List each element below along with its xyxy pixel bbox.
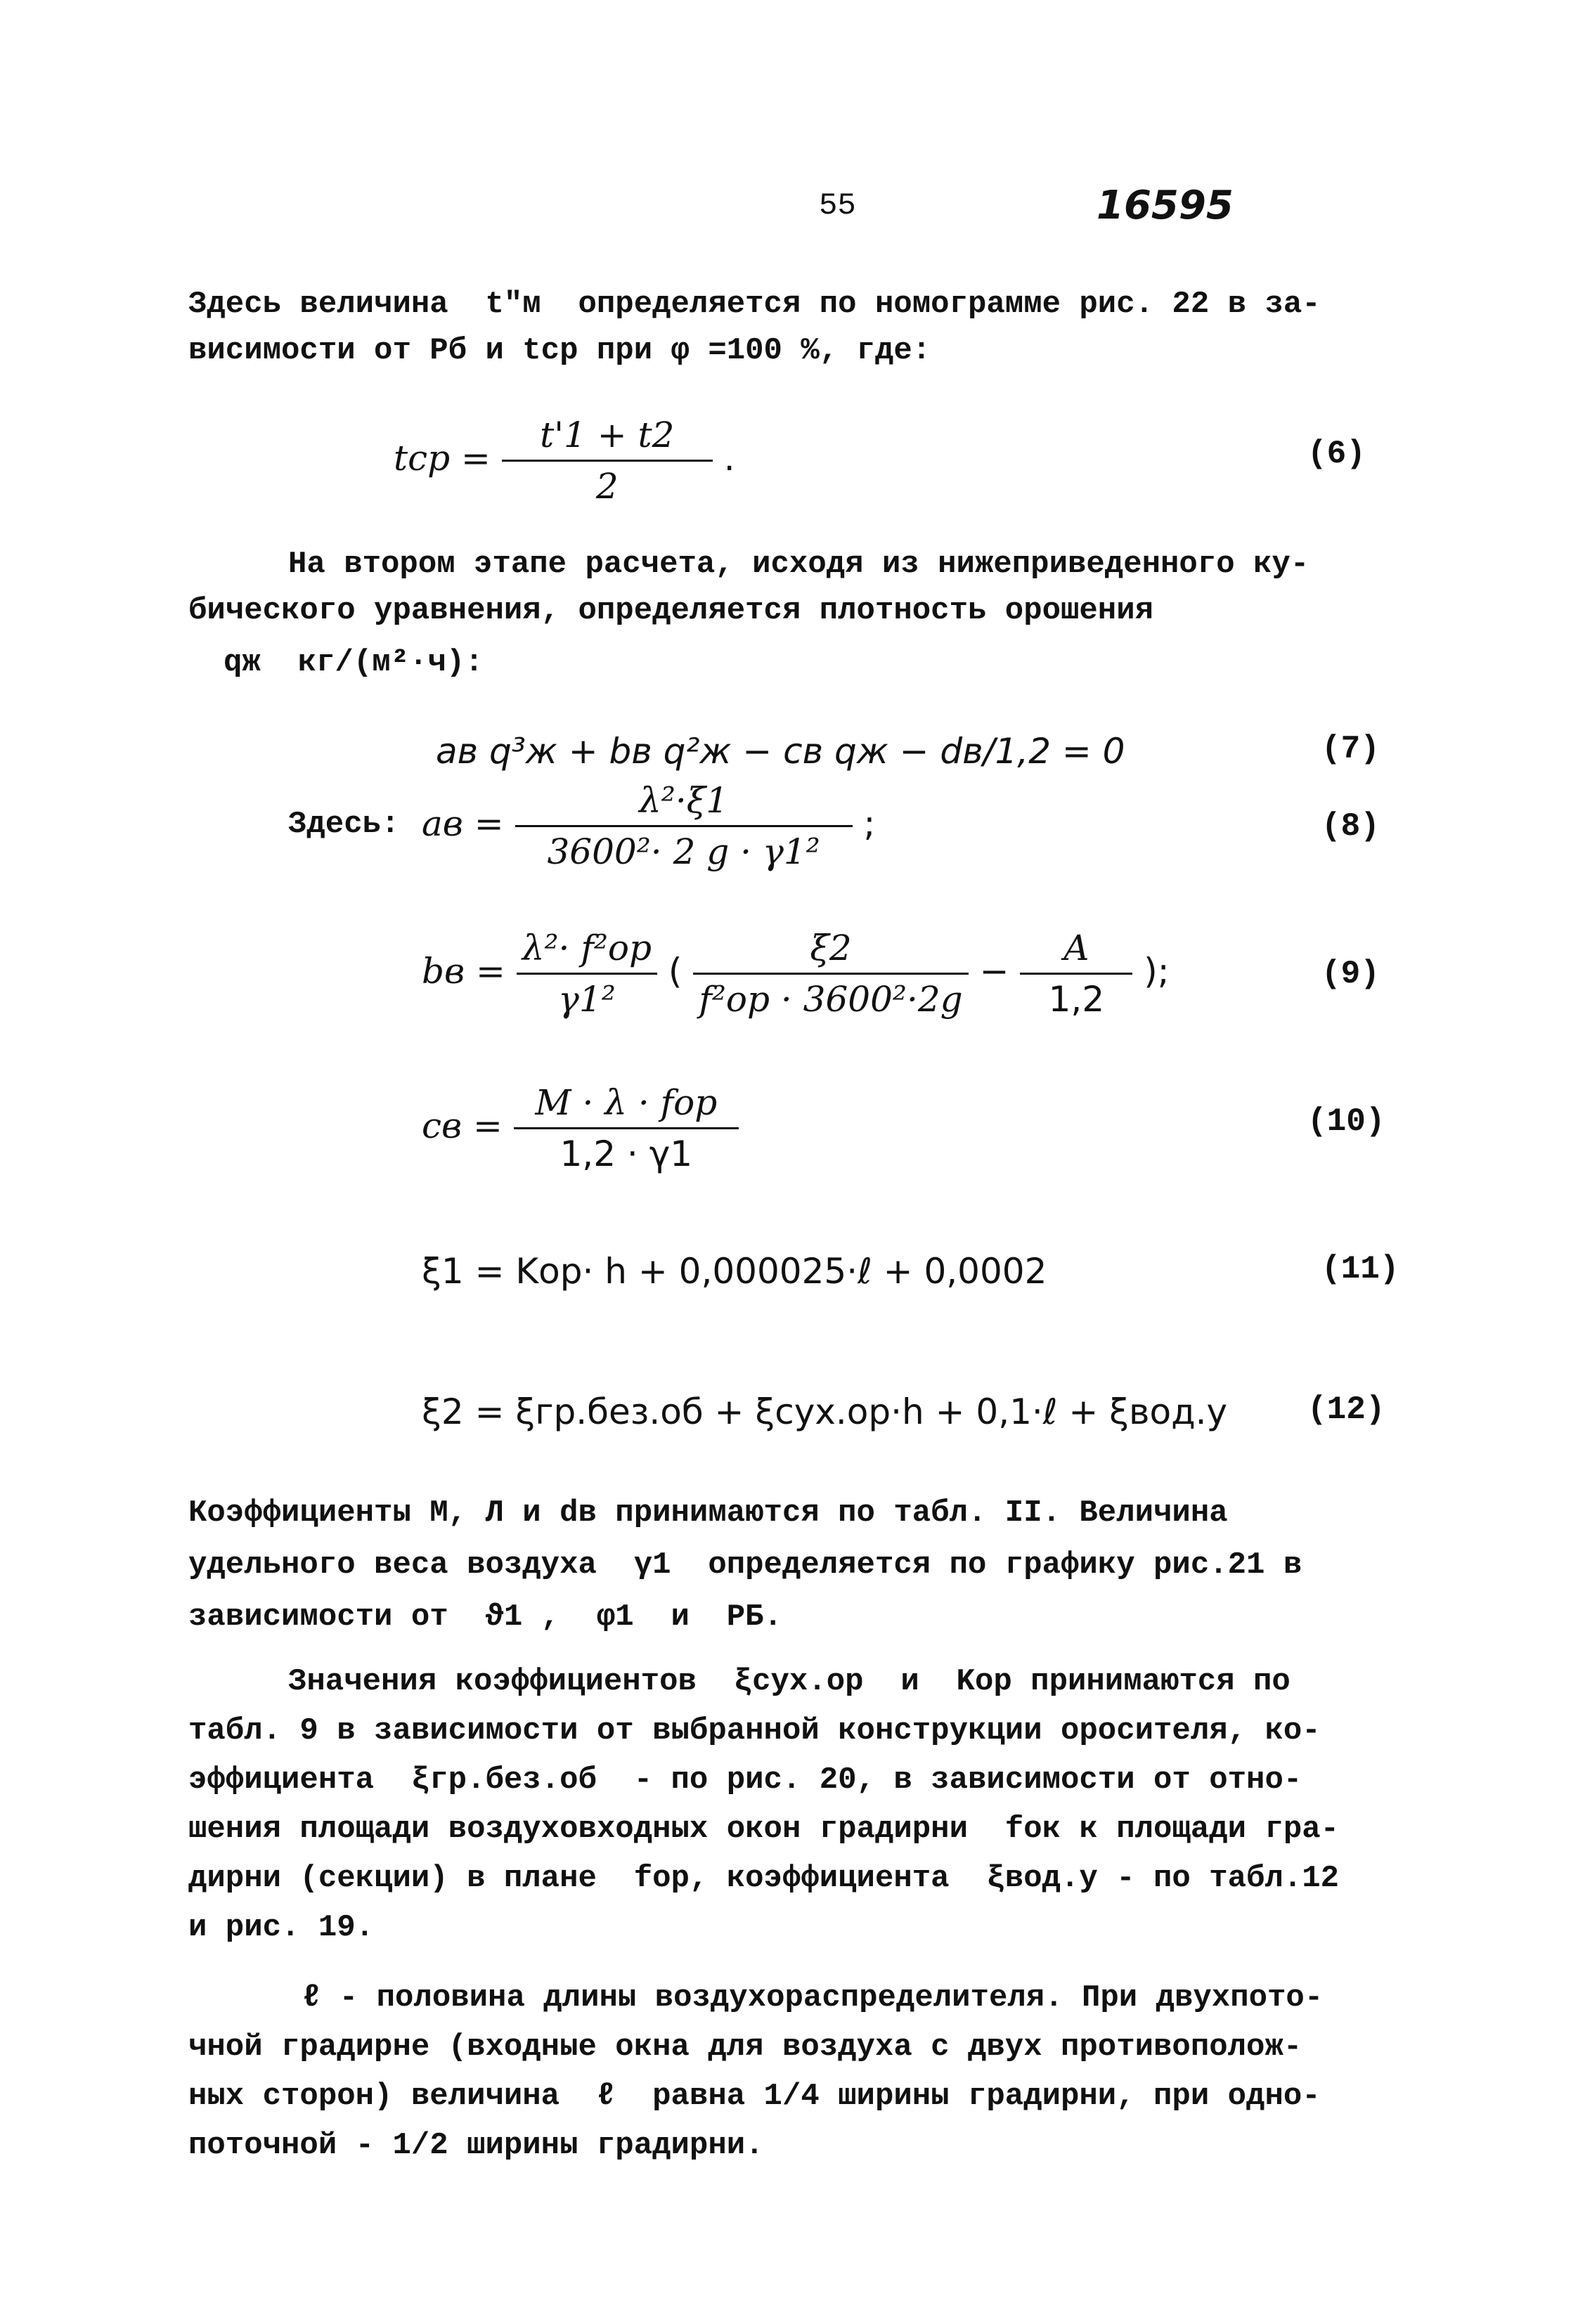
document-code: 16595 bbox=[1097, 183, 1234, 228]
equation-12: ξ2 = ξгр.без.об + ξсух.ор·h + 0,1·ℓ + ξвод.у bbox=[422, 1391, 1228, 1432]
para4-line3: эффициента ξгр.без.об - по рис. 20, в зависимости от отно- bbox=[188, 1763, 1302, 1798]
eq10-numerator: M · λ · fор bbox=[514, 1082, 739, 1129]
equation-7: aв q³ж + bв q²ж − cв qж − dв/1,2 = 0 bbox=[436, 731, 1125, 772]
para5-line2: чной градирне (входные окна для воздуха с двух противополож- bbox=[188, 2030, 1302, 2065]
page-number: 55 bbox=[819, 188, 856, 223]
para4-line2: табл. 9 в зависимости от выбранной конструкции оросителя, ко- bbox=[188, 1713, 1321, 1748]
eq9-f3-numerator: A bbox=[1020, 928, 1132, 975]
para2-line1: На втором этапе расчета, исходя из нижеприведенного ку- bbox=[288, 547, 1309, 582]
para5-line3: ных сторон) величина ℓ равна 1/4 ширины градирни, при одно- bbox=[188, 2079, 1321, 2114]
eq11-number: (11) bbox=[1321, 1251, 1399, 1287]
equation-10 bbox=[422, 1082, 739, 1174]
para5-line4: поточной - 1/2 ширины градирни. bbox=[188, 2128, 764, 2163]
eq8-lhs: aв = bbox=[422, 803, 504, 844]
equation-8 bbox=[422, 780, 875, 872]
eq8-tail: ; bbox=[863, 803, 876, 844]
eq8-number: (8) bbox=[1321, 808, 1380, 845]
eq8-denominator: 3600²· 2 g · γ1² bbox=[547, 831, 820, 872]
eq9-lhs: bв = bbox=[422, 951, 505, 992]
eq6-denominator: 2 bbox=[595, 466, 619, 507]
para4-line6: и рис. 19. bbox=[188, 1910, 375, 1945]
eq10-lhs: cв = bbox=[422, 1105, 503, 1146]
eq12-number: (12) bbox=[1307, 1391, 1385, 1428]
para3-line1: Коэффициенты M, Л и dв принимаются по табл. II. Величина bbox=[188, 1495, 1228, 1531]
eq9-f1-numerator: λ²· f²ор bbox=[517, 928, 657, 975]
eq6-number: (6) bbox=[1307, 436, 1366, 472]
eq8-label: Здесь: bbox=[288, 807, 400, 842]
eq6-numerator: t'1 + t2 bbox=[502, 415, 713, 462]
eq7-number: (7) bbox=[1321, 731, 1380, 767]
eq6-tail: . bbox=[723, 438, 735, 479]
eq9-f2-numerator: ξ2 bbox=[693, 928, 968, 975]
eq9-number: (9) bbox=[1321, 956, 1380, 992]
para1-line2: висимости от Pб и tср при φ =100 %, где: bbox=[188, 333, 931, 368]
para4-line5: дирни (секции) в плане fор, коэффициента ξвод.у - по табл.12 bbox=[188, 1861, 1340, 1896]
para3-line2: удельного веса воздуха γ1 определяется по графику рис.21 в bbox=[188, 1547, 1302, 1583]
eq9-f2-denominator: f²ор · 3600²·2g bbox=[699, 979, 963, 1020]
eq10-number: (10) bbox=[1307, 1103, 1385, 1140]
para1-line1: Здесь величина t"м определяется по номограмме рис. 22 в за- bbox=[188, 287, 1321, 322]
equation-6 bbox=[394, 415, 735, 507]
eq9-f3-denominator: 1,2 bbox=[1048, 979, 1105, 1020]
eq9-tail: ); bbox=[1144, 951, 1170, 992]
eq8-numerator: λ²·ξ1 bbox=[515, 780, 853, 827]
equation-9: bв = $\frac{\text{λ²· f²ор}}{\text{γ1²}}$ ( $\frac{\xi 2}{\text{f²ор · 3600²·2g}}$ − $\frac{A}{1,2}$ ); bbox=[422, 928, 1170, 1020]
para2-line3: qж кг/(м²·ч): bbox=[224, 645, 484, 680]
eq10-denominator: 1,2 · γ1 bbox=[560, 1134, 693, 1174]
para4-line4: шения площади воздуховходных окон градирни fок к площади гра- bbox=[188, 1812, 1340, 1847]
para2-line2: бического уравнения, определяется плотность орошения bbox=[188, 593, 1154, 628]
para3-line3: зависимости от ϑ1 , φ1 и PБ. bbox=[188, 1599, 782, 1635]
equation-11: ξ1 = Kор· h + 0,000025·ℓ + 0,0002 bbox=[422, 1251, 1047, 1292]
para4-line1: Значения коэффициентов ξсух.ор и Kор принимаются по bbox=[288, 1664, 1291, 1699]
eq6-lhs: tср = bbox=[394, 438, 491, 479]
eq9-f1-denominator: γ1² bbox=[558, 979, 616, 1020]
para5-line1: ℓ - половина длины воздухораспределителя. При двухпото- bbox=[302, 1980, 1324, 2015]
